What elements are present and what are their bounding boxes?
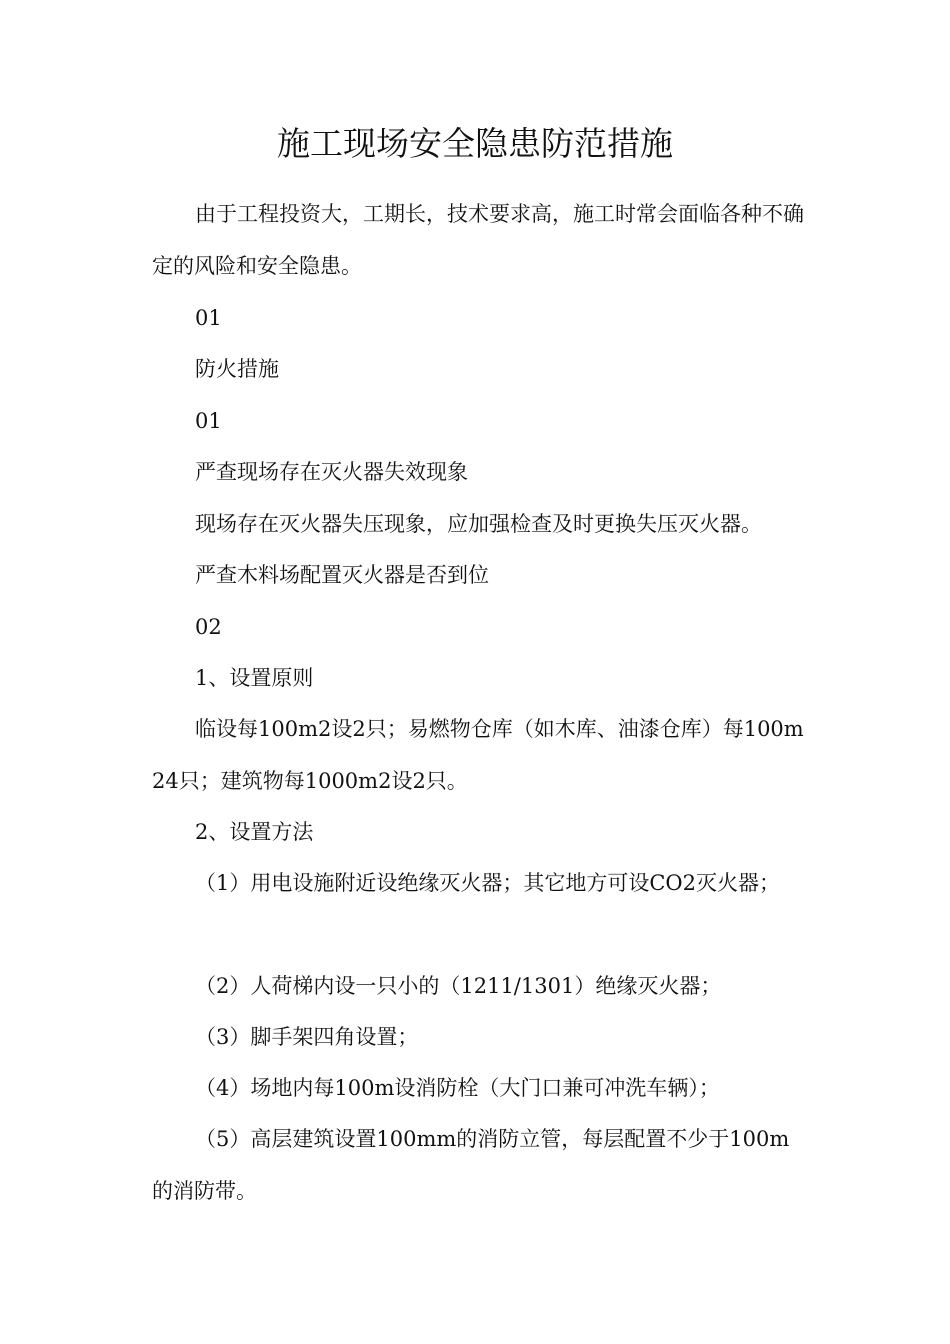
principle-paragraph: 临设每100m2设2只；易燃物仓库（如木库、油漆仓库）每100m24只；建筑物每1000m2设2只。 <box>152 717 804 793</box>
section-number: 01 <box>195 306 222 330</box>
method-item-1: （1）用电设施附近设绝缘灭火器；其它地方可设CO2灭火器； <box>195 871 781 895</box>
document-title: 施工现场安全隐患防范措施 <box>277 124 673 163</box>
subheading-lumber-yard: 严查木料场配置灭火器是否到位 <box>195 563 489 587</box>
item-number: 01 <box>195 409 222 433</box>
method-item-3: （3）脚手架四角设置； <box>195 1025 419 1049</box>
paragraph-extinguisher-pressure: 现场存在灭火器失压现象，应加强检查及时更换失压灭火器。 <box>195 512 762 536</box>
method-item-2: （2）人荷梯内设一只小的（1211/1301）绝缘灭火器； <box>195 974 722 998</box>
section-heading-fire: 防火措施 <box>195 357 279 381</box>
subheading-method: 2、设置方法 <box>195 820 314 844</box>
method-item-5: （5）高层建筑设置100mm的消防立管，每层配置不少于100m的消防带。 <box>152 1127 790 1203</box>
method-item-4: （4）场地内每100m设消防栓（大门口兼可冲洗车辆）； <box>195 1076 720 1100</box>
item-number: 02 <box>195 615 222 639</box>
intro-paragraph: 由于工程投资大，工期长，技术要求高，施工时常会面临各种不确定的风险和安全隐患。 <box>152 202 804 278</box>
subheading-principle: 1、设置原则 <box>195 666 314 690</box>
subheading-extinguisher-failure: 严查现场存在灭火器失效现象 <box>195 460 468 484</box>
